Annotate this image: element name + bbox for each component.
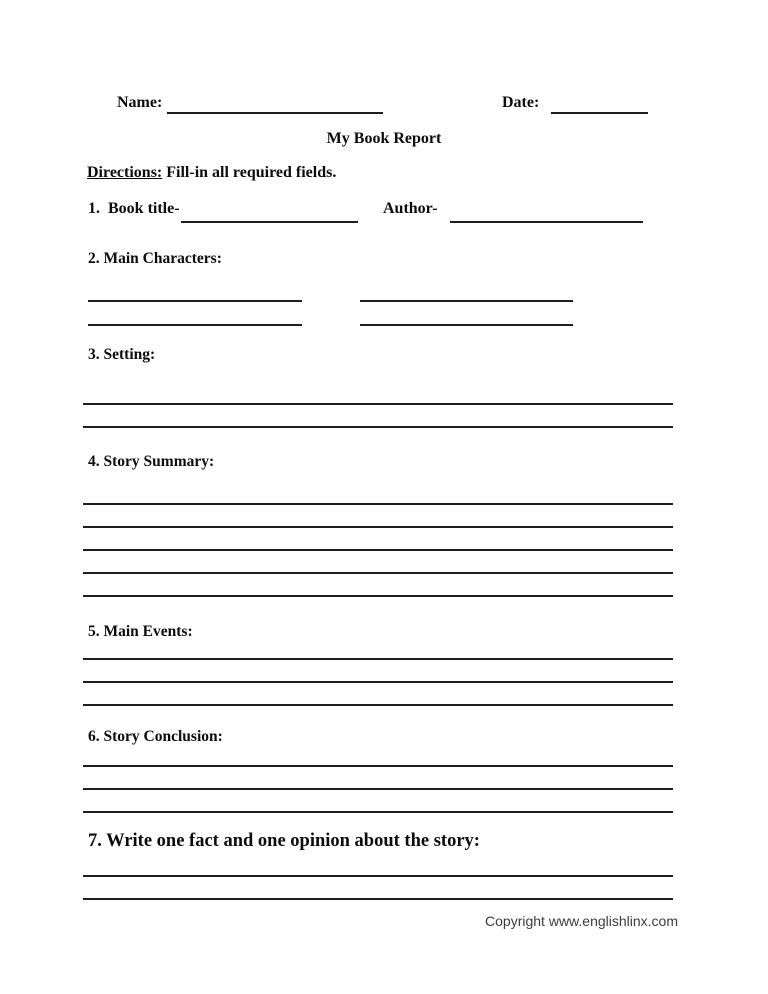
main-characters-lines-right: [360, 300, 573, 348]
story-conclusion-lines: [83, 765, 673, 834]
main-events-lines: [83, 658, 673, 727]
book-title-field[interactable]: [181, 200, 358, 223]
author-field[interactable]: [450, 200, 643, 223]
blank-line[interactable]: [83, 765, 673, 767]
blank-line[interactable]: [83, 503, 673, 505]
directions-label: Directions:: [87, 164, 163, 181]
section-story-conclusion-heading: 6. Story Conclusion:: [88, 728, 223, 745]
page-title: My Book Report: [326, 130, 442, 147]
section-main-characters-heading: 2. Main Characters:: [88, 250, 222, 267]
blank-line[interactable]: [83, 898, 673, 900]
blank-line[interactable]: [83, 572, 673, 574]
story-summary-lines: [83, 503, 673, 618]
blank-line[interactable]: [88, 324, 302, 326]
section-setting-heading: 3. Setting:: [88, 346, 156, 363]
setting-lines: [83, 403, 673, 449]
section-fact-opinion-heading: 7. Write one fact and one opinion about the story:: [88, 831, 480, 851]
section-main-events-heading: 5. Main Events:: [88, 623, 193, 640]
blank-line[interactable]: [360, 324, 573, 326]
blank-line[interactable]: [83, 811, 673, 813]
main-characters-lines-left: [88, 300, 302, 348]
author-label: Author-: [383, 200, 438, 217]
section-story-summary-heading: 4. Story Summary:: [88, 453, 215, 470]
blank-line[interactable]: [83, 526, 673, 528]
book-title-label: 1. Book title-: [88, 200, 180, 217]
blank-line[interactable]: [83, 595, 673, 597]
blank-line[interactable]: [83, 704, 673, 706]
directions-text: Fill-in all required fields.: [162, 164, 337, 181]
date-field[interactable]: [551, 93, 648, 114]
directions-line: [87, 163, 336, 183]
copyright-text: Copyright www.englishlinx.com: [485, 913, 678, 929]
name-field[interactable]: [167, 93, 383, 114]
blank-line[interactable]: [83, 788, 673, 790]
name-label: Name:: [117, 94, 163, 111]
blank-line[interactable]: [83, 658, 673, 660]
blank-line[interactable]: [83, 403, 673, 405]
blank-line[interactable]: [88, 300, 302, 302]
blank-line[interactable]: [83, 426, 673, 428]
blank-line[interactable]: [360, 300, 573, 302]
blank-line[interactable]: [83, 549, 673, 551]
blank-line[interactable]: [83, 681, 673, 683]
date-label: Date:: [502, 94, 540, 111]
blank-line[interactable]: [83, 875, 673, 877]
